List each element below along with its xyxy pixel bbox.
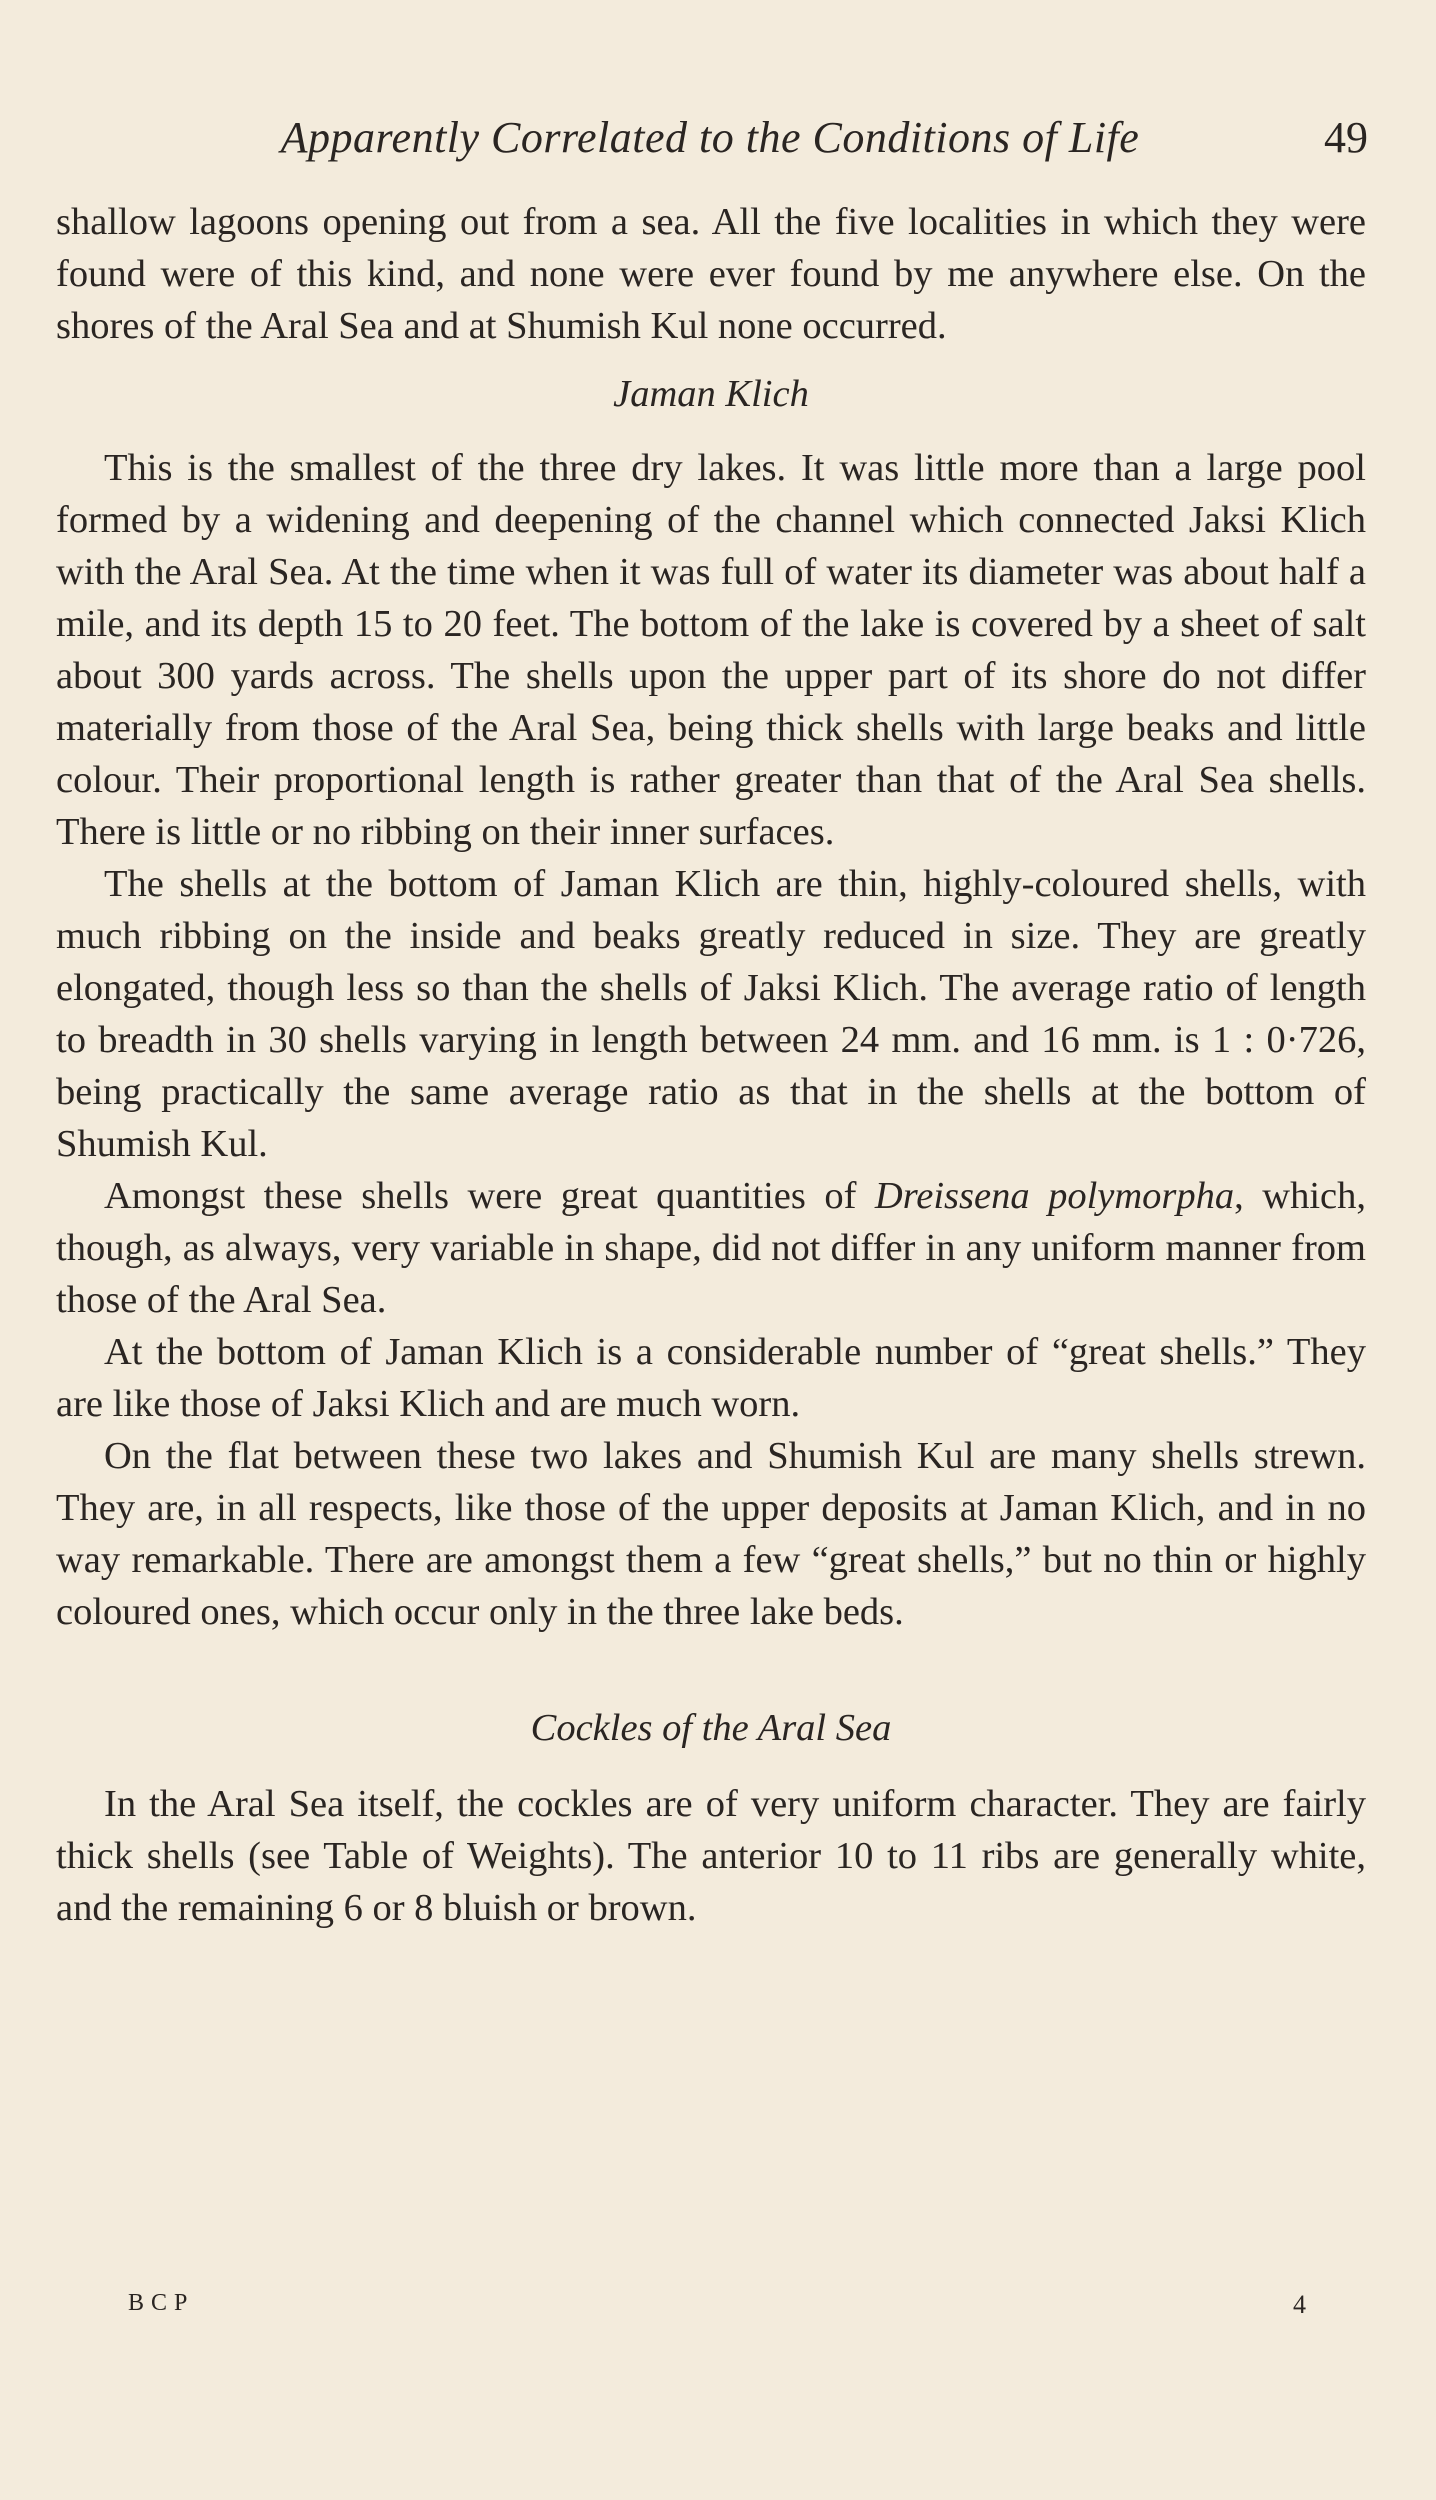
- section-heading-jaman-klich: Jaman Klich: [613, 373, 809, 415]
- printer-signature: BCP: [128, 2290, 195, 2316]
- paragraph-flat-between-lakes: On the flat between these two lakes and Shumish Kul are many shells strewn. They are, in all respects, like those of the upper deposits at Jaman Klich, and in no way remarkable. There are amongst them a few “great shells,” but no thin or highly coloured ones, which occur only in the three lake beds.: [56, 1435, 1366, 1633]
- paragraph-jaman-klich-intro: This is the smallest of the three dry lakes. It was little more than a large pool formed by a widening and deepening of the channel which connected Jaksi Klich with the Aral Sea. At the time when it was full of water its diameter was about half a mile, and its depth 15 to 20 feet. The bottom of the lake is covered by a sheet of salt about 300 yards across. The shells upon the upper part of its shore do not differ materially from those of the Aral Sea, being thick shells with large beaks and little colour. Their proportional length is rather greater than that of the Aral Sea shells. There is little or no ribbing on their inner surfaces.: [56, 447, 1366, 853]
- running-title: Apparently Correlated to the Conditions of Life: [280, 113, 1140, 162]
- paragraph-bottom-shells: The shells at the bottom of Jaman Klich are thin, highly-coloured shells, with much ribbing on the inside and beaks greatly reduced in size. They are greatly elongated, though less so than the shells of Jaksi Klich. The average ratio of length to breadth in 30 shells varying in length between 24 mm. and 16 mm. is 1 : 0·726, being practically the same average ratio as that in the shells at the bottom of Shumish Kul.: [56, 863, 1366, 1165]
- paragraph-dreissena: [56, 1170, 1366, 1326]
- section-heading-cockles: Cockles of the Aral Sea: [530, 1707, 892, 1749]
- species-name: Dreissena polymorpha: [874, 1175, 1235, 1217]
- paragraph-dreissena-text-b: , which, though, as always, very variable in shape, did not differ in any uniform manner from those of the Aral Sea.: [56, 1175, 1366, 1321]
- page-header: [52, 112, 1368, 172]
- paragraph-dreissena-text-a: Amongst these shells were great quantities of: [104, 1175, 875, 1217]
- page-number: 49: [1324, 113, 1368, 162]
- paragraph-aral-sea-cockles: In the Aral Sea itself, the cockles are of very uniform character. They are fairly thick shells (see Table of Weights). The anterior 10 to 11 ribs are generally white, and the remaining 6 or 8 bluish or brown.: [56, 1783, 1366, 1929]
- paragraph-great-shells: At the bottom of Jaman Klich is a considerable number of “great shells.” They are like those of Jaksi Klich and are much worn.: [56, 1331, 1366, 1425]
- paragraph-continuation: shallow lagoons opening out from a sea. All the five localities in which they were found were of this kind, and none were ever found by me anywhere else. On the shores of the Aral Sea and at Shumish Kul none occurred.: [56, 201, 1366, 347]
- body-text: [56, 196, 1366, 1934]
- page-footer: [128, 2290, 1306, 2330]
- signature-number: 4: [1293, 2290, 1306, 2319]
